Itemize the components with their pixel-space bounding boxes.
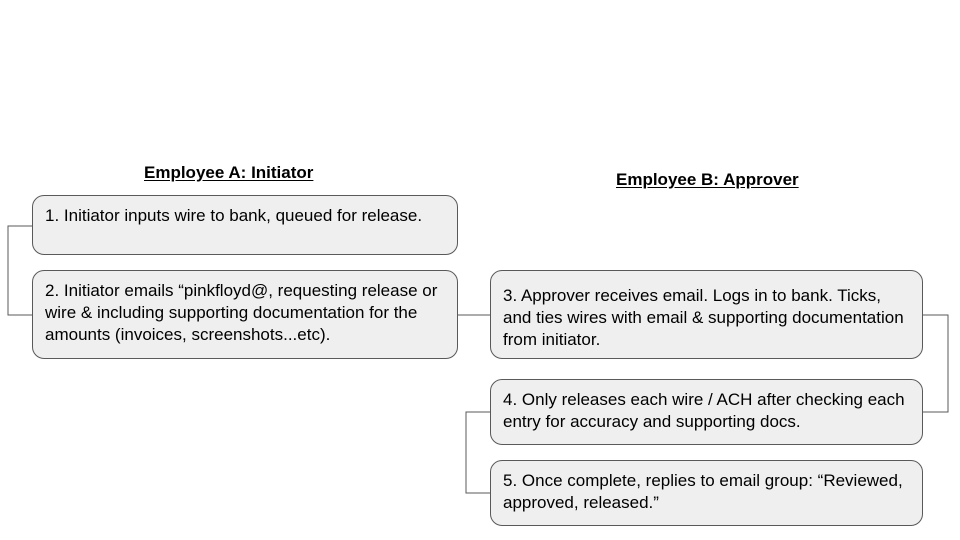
connector-step3-step4 xyxy=(923,315,948,412)
connector-step4-step5 xyxy=(466,412,490,493)
step-3-box xyxy=(490,270,923,359)
step-3-text: 3. Approver receives email. Logs in to bank. Ticks, and ties wires with email & supporting documentation from initiator. xyxy=(503,286,904,349)
connector-step1-step2 xyxy=(8,226,32,315)
heading-employee-a: Employee A: Initiator xyxy=(144,163,314,182)
step-2-box xyxy=(32,270,458,359)
step-4-box xyxy=(490,379,923,445)
step-1-text: 1. Initiator inputs wire to bank, queued for release. xyxy=(45,206,423,225)
step-5-box xyxy=(490,460,923,526)
step-4-text: 4. Only releases each wire / ACH after checking each entry for accuracy and supporting docs. xyxy=(503,390,905,431)
heading-employee-b: Employee B: Approver xyxy=(616,170,799,189)
step-5-text: 5. Once complete, replies to email group: “Reviewed, approved, released.” xyxy=(503,471,903,512)
step-2-text: 2. Initiator emails “pinkfloyd@, requesting release or wire & including supporting documentation for the amounts (invoices, screenshots...etc). xyxy=(45,281,438,344)
step-1-box xyxy=(32,195,458,255)
